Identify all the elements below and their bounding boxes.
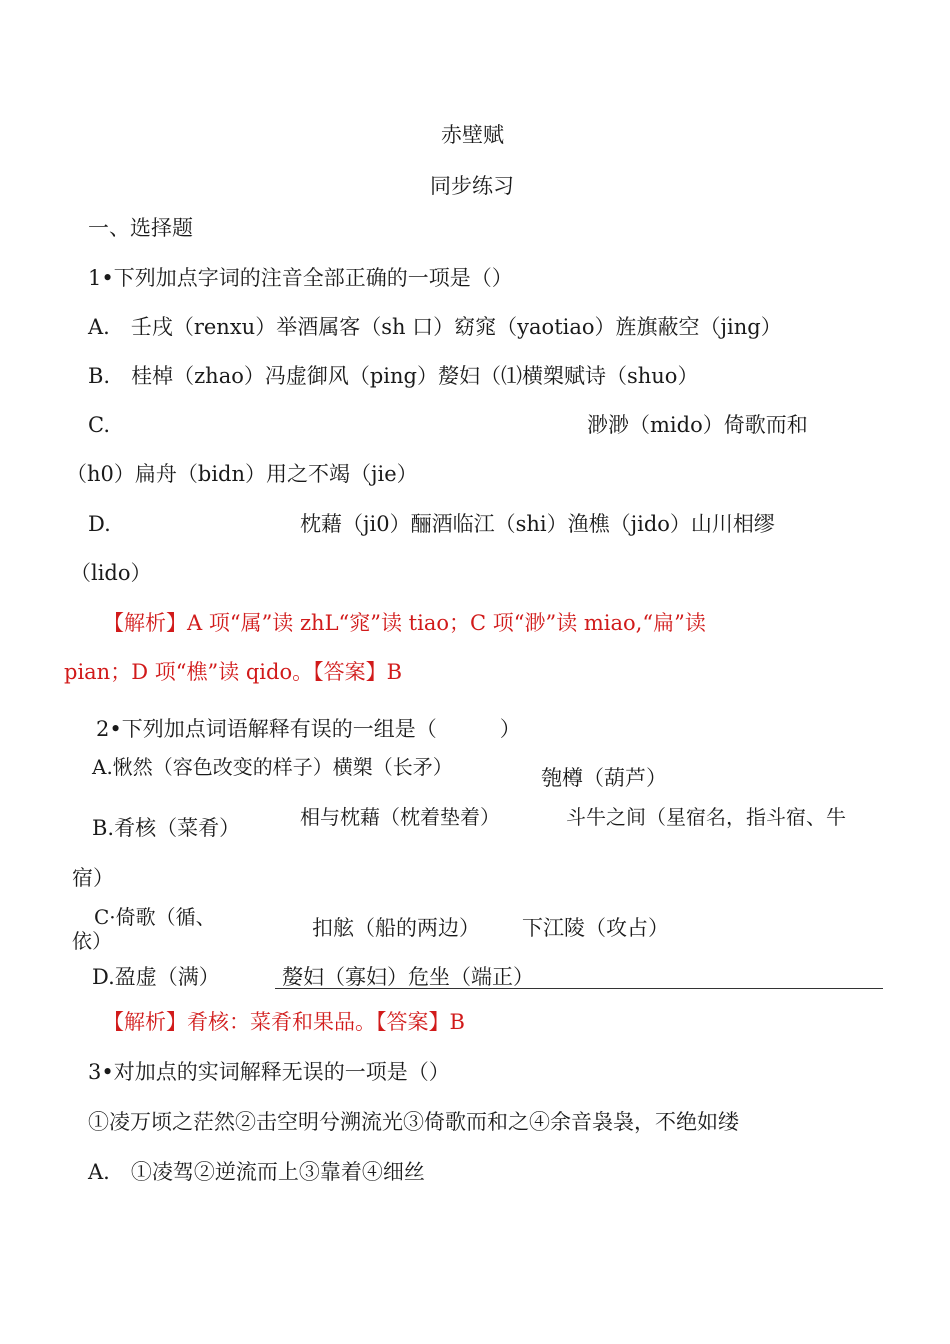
doc-subtitle: 同步练习 [430,174,514,198]
doc-title: 赤壁赋 [441,123,504,147]
q2-row-d-mid: 嫠妇（寡妇）危坐（端正） [282,965,534,989]
q1-option-d-cont: （lido） [70,561,152,585]
q2-row-c-mid: 扣舷（船的两边） [312,916,480,940]
q1-stem: 1•下列加点字词的注音全部正确的一项是（） [88,266,513,290]
q2-row-c-left: C·倚歌（循、依） [72,905,216,953]
q1-option-d-label: D. [88,512,111,536]
q1-option-a: A. 壬戌（renxu）举酒属客（sh 口）窈窕（yaotiao）旌旗蔽空（jing） [88,315,782,339]
q2-row-a-left: A.愀然（容色改变的样子）横槊（长矛） [92,755,453,779]
q1-analysis-line1: 【解析】A 项“属”读 zhL“窕”读 tiao；C 项“渺”读 miao,“扁”读 [103,611,706,635]
q2-row-c-right: 下江陵（攻占） [522,916,669,940]
q2-analysis: 【解析】肴核：菜肴和果品。【答案】B [103,1010,465,1034]
q1-analysis-line2: pian；D 项“樵”读 qido。【答案】B [64,660,403,684]
q2-stem: 2•下列加点词语解释有误的一组是（ ） [96,717,521,741]
q2-row-b-mid: 相与枕藉（枕着垫着） [300,805,500,829]
q1-option-b: B. 桂棹（zhao）冯虚御风（ping）嫠妇（⑴横槊赋诗（shuo） [88,364,699,388]
q1-option-c-text: 渺渺（mido）倚歌而和 [587,413,808,437]
q3-items: ①凌万顷之茫然②击空明兮溯流光③倚歌而和之④余音袅袅，不绝如缕 [88,1110,739,1134]
q2-row-d-underline [275,988,883,989]
q2-row-a-mid: 匏樽（葫芦） [541,766,667,790]
q2-row-b-cont: 宿） [72,866,114,890]
q2-row-b-left: B.肴核（菜肴） [92,816,241,840]
q3-stem: 3•对加点的实词解释无误的一项是（） [88,1060,450,1084]
q1-option-c-label: C. [88,413,110,437]
section-heading: 一、选择题 [88,216,193,240]
q1-option-d-text: 枕藉（ji0）酾酒临江（shi）渔樵（jido）山川相缪 [300,512,775,536]
q3-option-a: A. ①凌驾②逆流而上③靠着④细丝 [88,1160,425,1184]
q2-row-d-left: D.盈虚（满） [92,965,220,989]
q1-option-c-cont: （h0）扁舟（bidn）用之不竭（jie） [66,462,418,486]
q2-row-b-right: 斗牛之间（星宿名，指斗宿、牛 [566,805,846,829]
